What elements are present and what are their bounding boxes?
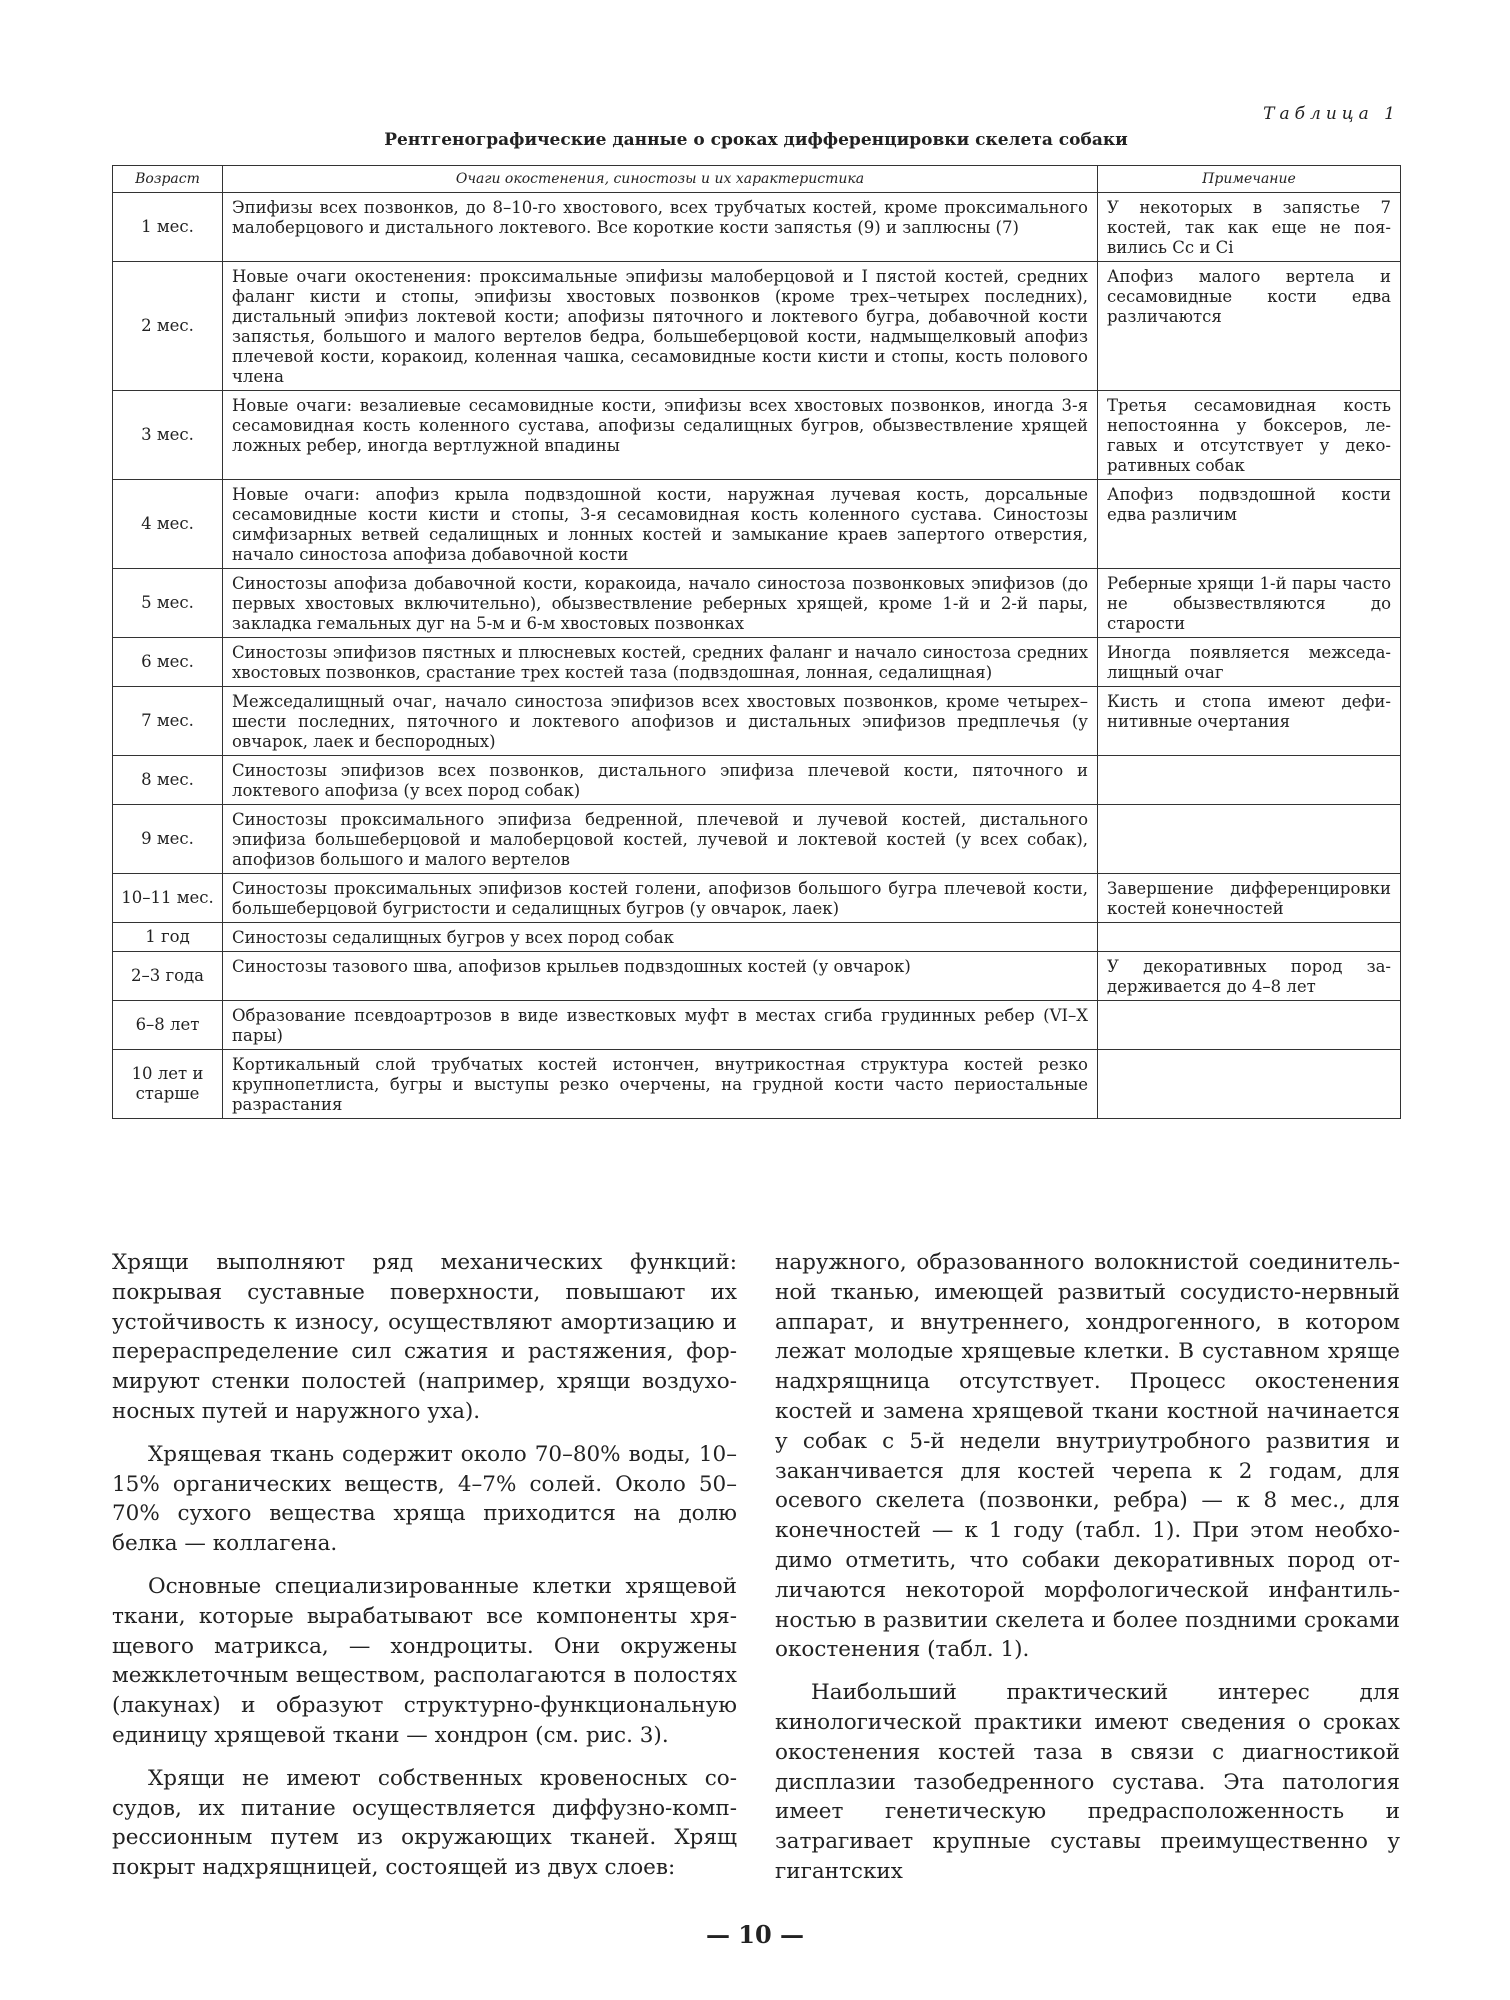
- paragraph: наружного, образованного волокнистой соединительной тканью, имеющей развитый сосудисто-нервный аппарат, и внутреннего, хондрогенного, в котором лежат молодые хрящевые клетки. В суставном хряще надхрящница отсутствует. Процесс окостенения костей и замена хрящевой ткани костной начинается у собак с 5-й недели внутриутробного развития и заканчивается для костей черепа к 2 годам, для осевого скелета (позвонки, ребра) — к 8 мес., для конечностей — к 1 году (табл. 1). При этом необходимо отметить, что собаки декоративных пород отличаются некоторой морфологической инфантильностью в развитии скелета и более поздними сроками окостенения (табл. 1).: [775, 1250, 1400, 1663]
- description-cell: Новые очаги окостенения: проксимальные эпифизы малоберцовой и I пястой костей, средних фаланг кисти и стопы, эпифизы хвостовых позвонков (кроме трех–четырех последних), дистальный эпифиз локтевой кости; апофизы пяточного и локтевого бугра, добавочной кости запястья, большого и малого вертелов бедра, большеберцовой кости, надмыщелковый апофиз плечевой кости, коракоид, коленная чашка, сесамовидные кости кисти и стопы, кость полового члена: [223, 262, 1098, 391]
- header-note: Примечание: [1098, 166, 1401, 193]
- description-cell: Синостозы эпифизов всех позвонков, дистального эпифиза плечевой кости, пяточного и локтевого апофиза (у всех пород собак): [223, 756, 1098, 805]
- description-cell: Образование псевдоартрозов в виде известковых муфт в местах сгиба грудинных ребер (VI–X пары): [223, 1001, 1098, 1050]
- age-cell: 10 лет и старше: [113, 1050, 223, 1119]
- note-cell: У декоративных пород задерживается до 4–8 лет: [1098, 952, 1401, 1001]
- paragraph: Хрящевая ткань содержит около 70–80% воды, 10–15% органических веществ, 4–7% солей. Около 50–70% сухого вещества хряща приходится на долю белка — коллагена.: [112, 1441, 737, 1557]
- age-cell: 7 мес.: [113, 687, 223, 756]
- note-cell: У некоторых в запястье 7 костей, так как еще не появились Cc и Ci: [1098, 193, 1401, 262]
- age-cell: 1 год: [113, 923, 223, 952]
- paragraph: Хрящи выполняют ряд механических функций: покрывая суставные поверхности, повышают их устойчивость к износу, осуществляют амортизацию и перераспределение сил сжатия и растяжения, формируют стенки полостей (например, хрящи воздухоносных путей и наружного уха).: [112, 1250, 737, 1424]
- note-cell: Реберные хрящи 1-й пары часто не обызвествляются до старости: [1098, 569, 1401, 638]
- age-cell: 6 мес.: [113, 638, 223, 687]
- age-cell: 9 мес.: [113, 805, 223, 874]
- note-cell: [1098, 805, 1401, 874]
- table-row: [113, 1001, 1401, 1050]
- note-cell: Третья сесамовидная кость непостоянна у боксеров, легавых и отсутствует у декоративных собак: [1098, 391, 1401, 480]
- description-cell: Синостозы апофиза добавочной кости, коракоида, начало синостоза позвонковых эпифизов (до первых хвостовых включительно), обызвествление реберных хрящей, кроме 1-й и 2-й пары, закладка гемальных дуг на 5-м и 6-м хвостовых позвонках: [223, 569, 1098, 638]
- age-cell: 1 мес.: [113, 193, 223, 262]
- table-label: Таблица 1: [1263, 104, 1400, 124]
- note-cell: [1098, 1001, 1401, 1050]
- note-cell: Завершение дифференцировки костей конечностей: [1098, 874, 1401, 923]
- table-row: [113, 1050, 1401, 1119]
- description-cell: Синостозы седалищных бугров у всех пород собак: [223, 923, 1098, 952]
- table-row: [113, 638, 1401, 687]
- description-cell: Межседалищный очаг, начало синостоза эпифизов всех хвостовых позвонков, кроме четырех–шести последних, пяточного и локтевого апофизов и дистальных эпифизов предплечья (у овчарок, лаек и беспородных): [223, 687, 1098, 756]
- age-cell: 6–8 лет: [113, 1001, 223, 1050]
- skeleton-table: [112, 165, 1401, 1119]
- table-header-row: [113, 166, 1401, 193]
- table-row: [113, 756, 1401, 805]
- description-cell: Новые очаги: везалиевые сесамовидные кости, эпифизы всех хвостовых позвонков, иногда 3-я сесамовидная кость коленного сустава, апофизы седалищных бугров, обызвествление хрящей ложных ребер, иногда вертлужной впадины: [223, 391, 1098, 480]
- table-row: [113, 569, 1401, 638]
- age-cell: 3 мес.: [113, 391, 223, 480]
- age-cell: 5 мес.: [113, 569, 223, 638]
- description-cell: Синостозы проксимальных эпифизов костей голени, апофизов большого бугра плечевой кости, большеберцовой бугристости и седалищных бугров (у овчарок, лаек): [223, 874, 1098, 923]
- table-row: [113, 391, 1401, 480]
- text-column-left: [112, 1248, 737, 1896]
- table-row: [113, 923, 1401, 952]
- header-age: Возраст: [113, 166, 223, 193]
- note-cell: Апофиз подвздошной кости едва различим: [1098, 480, 1401, 569]
- description-cell: Эпифизы всех позвонков, до 8–10-го хвостового, всех трубчатых костей, кроме проксимального малоберцового и дистального локтевого. Все короткие кости запястья (9) и заплюсны (7): [223, 193, 1098, 262]
- table-row: [113, 874, 1401, 923]
- age-cell: 10–11 мес.: [113, 874, 223, 923]
- note-cell: [1098, 1050, 1401, 1119]
- age-cell: 2–3 года: [113, 952, 223, 1001]
- table-row: [113, 952, 1401, 1001]
- table-row: [113, 805, 1401, 874]
- paragraph: Наибольший практический интерес для кинологической практики имеют сведения о сроках окостенения костей таза в связи с диагностикой дисплазии тазобедренного сустава. Эта патология имеет генетическую предрасположенность и затрагивает крупные суставы преимущественно у гигантских: [775, 1680, 1400, 1884]
- table-row: [113, 480, 1401, 569]
- age-cell: 4 мес.: [113, 480, 223, 569]
- age-cell: 2 мес.: [113, 262, 223, 391]
- note-cell: Кисть и стопа имеют дефинитивные очертания: [1098, 687, 1401, 756]
- note-cell: [1098, 923, 1401, 952]
- note-cell: [1098, 756, 1401, 805]
- paragraph: Хрящи не имеют собственных кровеносных сосудов, их питание осуществляется диффузно-компрессионным путем из окружающих тканей. Хрящ покрыт надхрящницей, состоящей из двух слоев:: [112, 1765, 737, 1881]
- description-cell: Синостозы проксимального эпифиза бедренной, плечевой и лучевой костей, дистального эпифиза большеберцовой и малоберцовой костей, лучевой и локтевой костей (у всех собак), апофизов большого и малого вертелов: [223, 805, 1098, 874]
- description-cell: Синостозы эпифизов пястных и плюсневых костей, средних фаланг и начало синостоза средних хвостовых позвонков, срастание трех костей таза (подвздошная, лонная, седалищная): [223, 638, 1098, 687]
- table-row: [113, 687, 1401, 756]
- table-title: Рентгенографические данные о сроках дифференцировки скелета собаки: [384, 130, 1128, 150]
- description-cell: Синостозы тазового шва, апофизов крыльев подвздошных костей (у овчарок): [223, 952, 1098, 1001]
- page-number: — 10 —: [705, 1920, 805, 1949]
- description-cell: Кортикальный слой трубчатых костей истончен, внутрикостная структура костей резко крупнопетлиста, бугры и выступы резко очерчены, на грудной кости часто периостальные разрастания: [223, 1050, 1098, 1119]
- note-cell: Иногда появляется межседалищный очаг: [1098, 638, 1401, 687]
- text-column-right: [775, 1248, 1400, 1900]
- table-row: [113, 193, 1401, 262]
- age-cell: 8 мес.: [113, 756, 223, 805]
- header-description: Очаги окостенения, синостозы и их характеристика: [223, 166, 1098, 193]
- table-row: [113, 262, 1401, 391]
- paragraph: Основные специализированные клетки хрящевой ткани, которые вырабатывают все компоненты хрящевого матрикса, — хондроциты. Они окружены межклеточным веществом, располагаются в полостях (лакунах) и образуют структурно-функциональную единицу хрящевой ткани — хондрон (см. рис. 3).: [112, 1573, 737, 1748]
- note-cell: Апофиз малого вертела и сесамовидные кости едва различаются: [1098, 262, 1401, 391]
- description-cell: Новые очаги: апофиз крыла подвздошной кости, наружная лучевая кость, дорсальные сесамовидные кости кисти и стопы, 3-я сесамовидная кость коленного сустава. Синостозы симфизарных ветвей седалищных и лонных костей и замыкание краев запертого отверстия, начало синостоза апофиза добавочной кости: [223, 480, 1098, 569]
